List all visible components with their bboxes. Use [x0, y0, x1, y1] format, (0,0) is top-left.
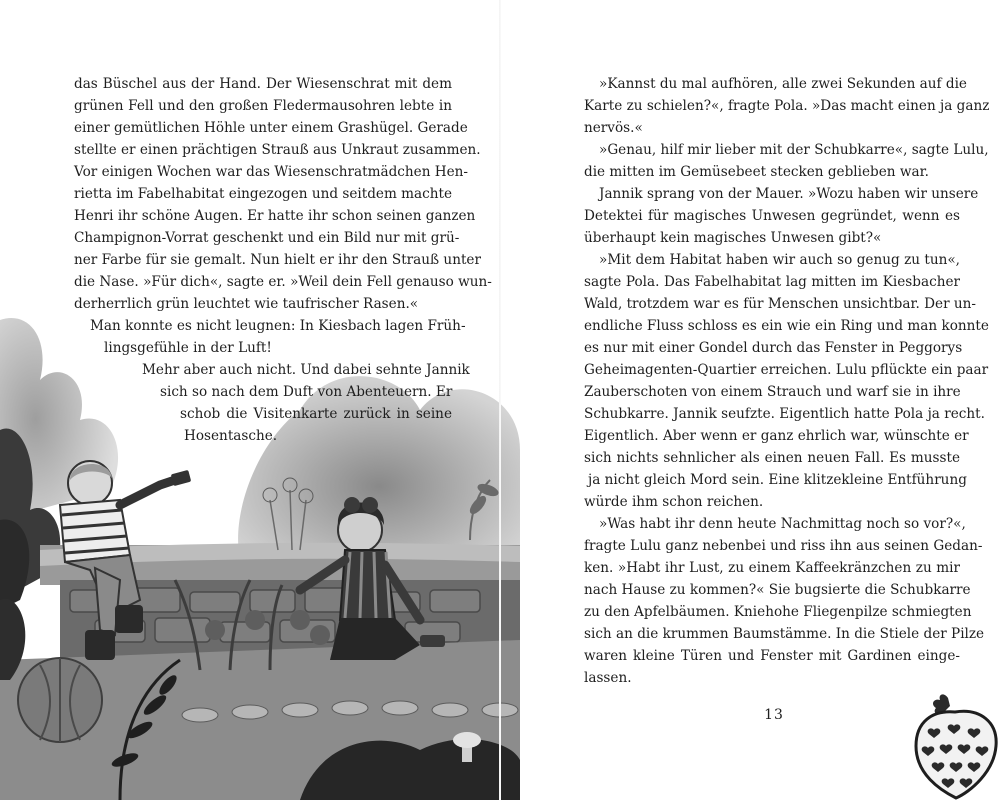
text-line: zu den Apfelbäumen. Kniehohe Fliegenpilze schmiegten [584, 604, 972, 620]
text-line: »Was habt ihr denn heute Nachmittag noch so vor?«, [599, 516, 966, 532]
text-line: das Büschel aus der Hand. Der Wiesenschrat mit dem [74, 76, 452, 92]
text-line: lingsgefühle in der Luft! [104, 340, 272, 356]
text-line: waren kleine Türen und Fenster mit Gardinen einge- [584, 648, 960, 664]
text-line: einer gemütlichen Höhle unter einem Grashügel. Gerade [74, 120, 468, 136]
text-line: ja nicht gleich Mord sein. Eine klitzekleine Entführung [588, 472, 967, 488]
text-line: Mehr aber auch nicht. Und dabei sehnte Jannik [142, 362, 470, 378]
text-line: Hosentasche. [184, 428, 278, 444]
text-line: Schubkarre. Jannik seufzte. Eigentlich hatte Pola ja recht. [584, 406, 985, 422]
text-line: Eigentlich. Aber wenn er ganz ehrlich war, wünschte er [584, 428, 969, 444]
text-line: Karte zu schielen?«, fragte Pola. »Das macht einen ja ganz [584, 98, 990, 114]
text-line: stellte er einen prächtigen Strauß aus Unkraut zusammen. [74, 142, 481, 158]
text-line: Champignon-Vorrat geschenkt und ein Bild nur mit grü- [74, 230, 460, 246]
text-line: »Kannst du mal aufhören, alle zwei Sekunden auf die [599, 76, 967, 92]
text-line: Henri ihr schöne Augen. Er hatte ihr schon seinen ganzen [74, 208, 476, 224]
page-number: 13 [764, 707, 784, 723]
text-line: sich an die krummen Baumstämme. In die Stiele der Pilze [584, 626, 985, 642]
text-line: lassen. [584, 670, 632, 686]
text-line: Man konnte es nicht leugnen: In Kiesbach lagen Früh- [90, 318, 466, 334]
text-line: Vor einigen Wochen war das Wiesenschratmädchen Hen- [74, 164, 469, 180]
text-line: grünen Fell und den großen Fledermausohren lebte in [74, 98, 452, 114]
text-line: ken. »Habt ihr Lust, zu einem Kaffeekränzchen zu mir [584, 560, 960, 576]
text-line: nervös.« [584, 120, 643, 136]
text-line: Detektei für magisches Unwesen gegründet, wenn es [584, 208, 960, 224]
text-line: endliche Fluss schloss es ein wie ein Ring und man konnte [584, 318, 989, 334]
text-line: sich nichts sehnlicher als einen neuen Fall. Es musste [584, 450, 960, 466]
text-line: »Mit dem Habitat haben wir auch so genug zu tun«, [599, 252, 960, 268]
text-line: die mitten im Gemüsebeet stecken geblieben war. [584, 164, 929, 180]
text-line: es nur mit einer Gondel durch das Fenster in Peggorys [584, 340, 963, 356]
text-line: Jannik sprang von der Mauer. »Wozu haben wir unsere [599, 186, 979, 202]
text-line: schob die Visitenkarte zurück in seine [180, 406, 452, 422]
text-line: würde ihm schon reichen. [584, 494, 764, 510]
text-line: Zauberschoten von einem Strauch und warf sie in ihre [584, 384, 961, 400]
right-page [500, 0, 1000, 800]
text-line: »Genau, hilf mir lieber mit der Schubkarre«, sagte Lulu, [599, 142, 989, 158]
strawberry-icon [910, 690, 1000, 800]
text-line: nach Hause zu kommen?« Sie bugsierte die Schubkarre [584, 582, 971, 598]
text-line: sagte Pola. Das Fabelhabitat lag mitten im Kiesbacher [584, 274, 960, 290]
text-line: die Nase. »Für dich«, sagte er. »Weil dein Fell genauso wun- [74, 274, 492, 290]
text-line: Geheimagenten-Quartier erreichen. Lulu pflückte ein paar [584, 362, 989, 378]
text-line: ner Farbe für sie gemalt. Nun hielt er ihr den Strauß unter [74, 252, 481, 268]
text-line: sich so nach dem Duft von Abenteuern. Er [160, 384, 453, 400]
text-line: rietta im Fabelhabitat eingezogen und seitdem machte [74, 186, 453, 202]
text-line: fragte Lulu ganz nebenbei und riss ihn aus seinen Gedan- [584, 538, 983, 554]
text-line: derherrlich grün leuchtet wie taufrischer Rasen.« [74, 296, 419, 312]
text-line: überhaupt kein magisches Unwesen gibt?« [584, 230, 882, 246]
text-line: Wald, trotzdem war es für Menschen unsichtbar. Der un- [584, 296, 976, 312]
